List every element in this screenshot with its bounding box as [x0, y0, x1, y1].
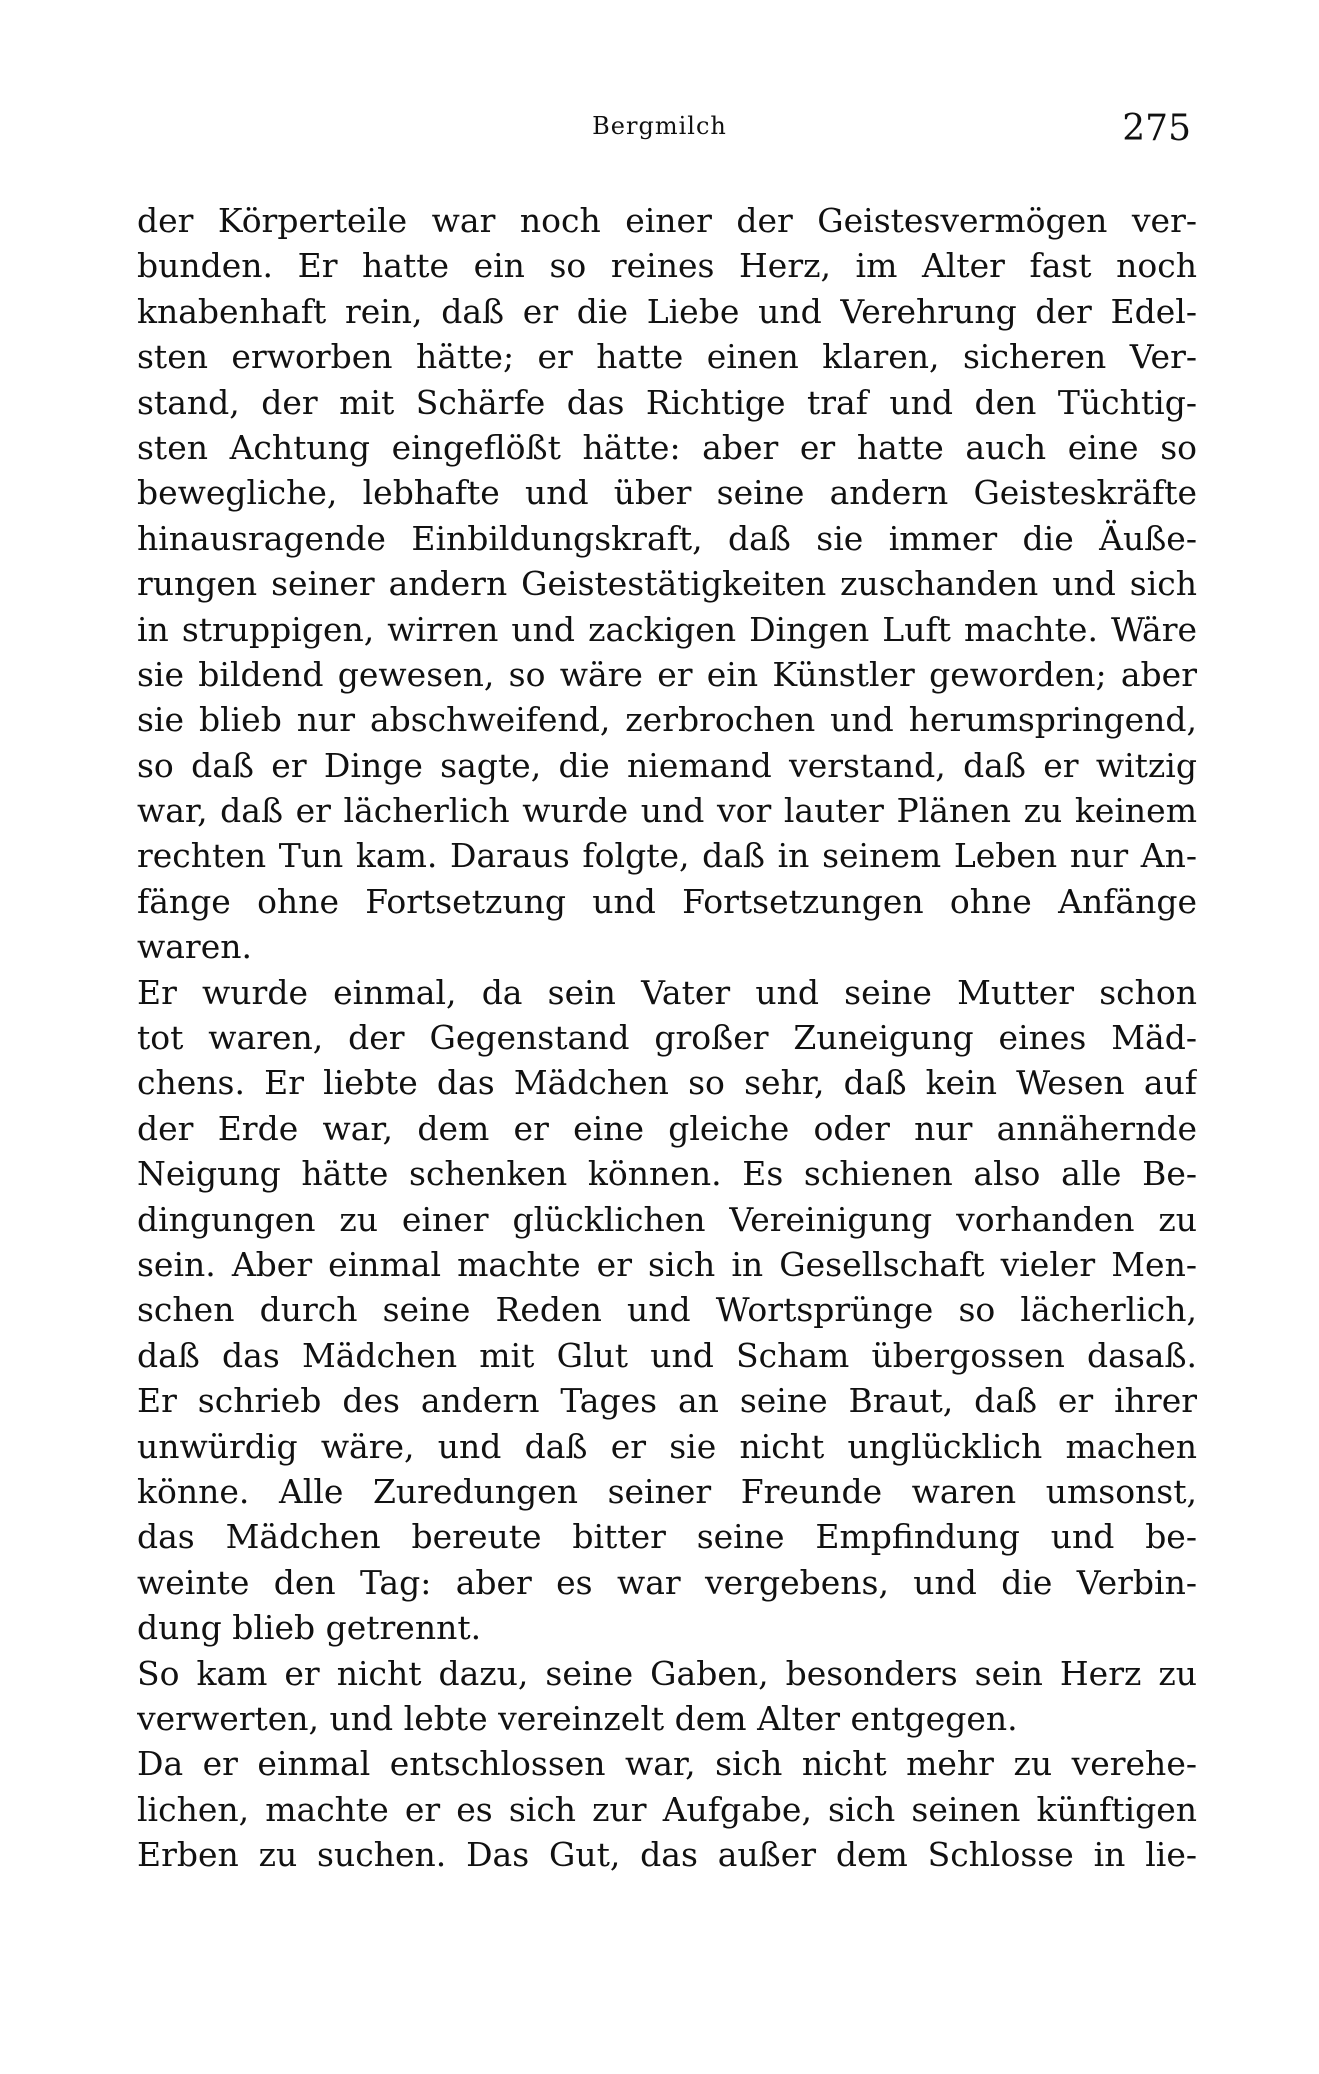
text-line: war, daß er lächerlich wurde und vor lauter Plänen zu keinem [137, 791, 1197, 831]
text-line: der Körperteile war noch einer der Geistesvermögen ver- [137, 201, 1197, 240]
text-line: lichen, machte er es sich zur Aufgabe, sich seinen künftigen [137, 1789, 1197, 1829]
text-line: Neigung hätte schenken können. Es schienen also alle Be- [137, 1154, 1197, 1194]
text-line: Da er einmal entschlossen war, sich nicht mehr zu verehe- [137, 1744, 1197, 1784]
text-line: verwerten, und lebte vereinzelt dem Alter entgegen. [137, 1698, 1018, 1738]
text-line: rechten Tun kam. Daraus folgte, daß in seinem Leben nur An- [137, 836, 1197, 876]
body-text [137, 198, 1197, 1877]
text-line: So kam er nicht dazu, seine Gaben, besonders sein Herz zu [137, 1653, 1197, 1693]
text-line: chens. Er liebte das Mädchen so sehr, daß kein Wesen auf [137, 1063, 1197, 1103]
running-title: Bergmilch [592, 112, 727, 140]
text-line: hinausragende Einbildungskraft, daß sie immer die Äuße- [137, 518, 1197, 558]
text-line: waren. [137, 927, 252, 967]
text-line: Er wurde einmal, da sein Vater und seine Mutter schon [137, 972, 1197, 1012]
text-line: unwürdig wäre, und daß er sie nicht unglücklich machen [137, 1426, 1197, 1466]
text-line: der Erde war, dem er eine gleiche oder nur annähernde [137, 1108, 1197, 1148]
text-line: bewegliche, lebhafte und über seine andern Geisteskräfte [137, 473, 1197, 513]
text-line: in struppigen, wirren und zackigen Dingen Luft machte. Wäre [137, 609, 1197, 649]
text-line: weinte den Tag: aber es war vergebens, und die Verbin- [137, 1562, 1197, 1602]
text-line: sein. Aber einmal machte er sich in Gesellschaft vieler Men- [137, 1244, 1197, 1284]
text-line: Erben zu suchen. Das Gut, das außer dem Schlosse in lie- [137, 1835, 1197, 1875]
text-line: schen durch seine Reden und Wortsprünge so lächerlich, [137, 1290, 1197, 1330]
text-line: stand, der mit Schärfe das Richtige traf und den Tüchtig- [137, 382, 1197, 422]
text-line: so daß er Dinge sagte, die niemand verstand, daß er witzig [137, 745, 1197, 785]
paragraph [137, 1651, 1197, 1742]
text-line: könne. Alle Zuredungen seiner Freunde waren umsonst, [137, 1471, 1197, 1511]
page-number: 275 [1122, 108, 1191, 149]
text-line: dung blieb getrennt. [137, 1608, 482, 1648]
text-line: rungen seiner andern Geistestätigkeiten zuschanden und sich [137, 564, 1197, 604]
text-line: sie bildend gewesen, so wäre er ein Künstler geworden; aber [137, 654, 1197, 694]
text-line: bunden. Er hatte ein so reines Herz, im Alter fast noch [137, 246, 1197, 286]
text-line: daß das Mädchen mit Glut und Scham übergossen dasaß. [137, 1335, 1197, 1375]
paragraph [137, 198, 1197, 970]
text-line: sten erworben hätte; er hatte einen klaren, sicheren Ver- [137, 337, 1197, 377]
text-line: fänge ohne Fortsetzung und Fortsetzungen ohne Anfänge [137, 881, 1197, 921]
text-line: sie blieb nur abschweifend, zerbrochen und herumspringend, [137, 700, 1197, 740]
text-line: das Mädchen bereute bitter seine Empfindung und be- [137, 1517, 1197, 1557]
text-line: knabenhaft rein, daß er die Liebe und Verehrung der Edel- [137, 291, 1197, 331]
text-line: tot waren, der Gegenstand großer Zuneigung eines Mäd- [137, 1018, 1197, 1058]
text-line: sten Achtung eingeflößt hätte: aber er hatte auch eine so [137, 427, 1197, 467]
text-line: Er schrieb des andern Tages an seine Braut, daß er ihrer [137, 1381, 1197, 1421]
paragraph [137, 970, 1197, 1651]
paragraph [137, 1741, 1197, 1877]
text-line: dingungen zu einer glücklichen Vereinigung vorhanden zu [137, 1199, 1197, 1239]
